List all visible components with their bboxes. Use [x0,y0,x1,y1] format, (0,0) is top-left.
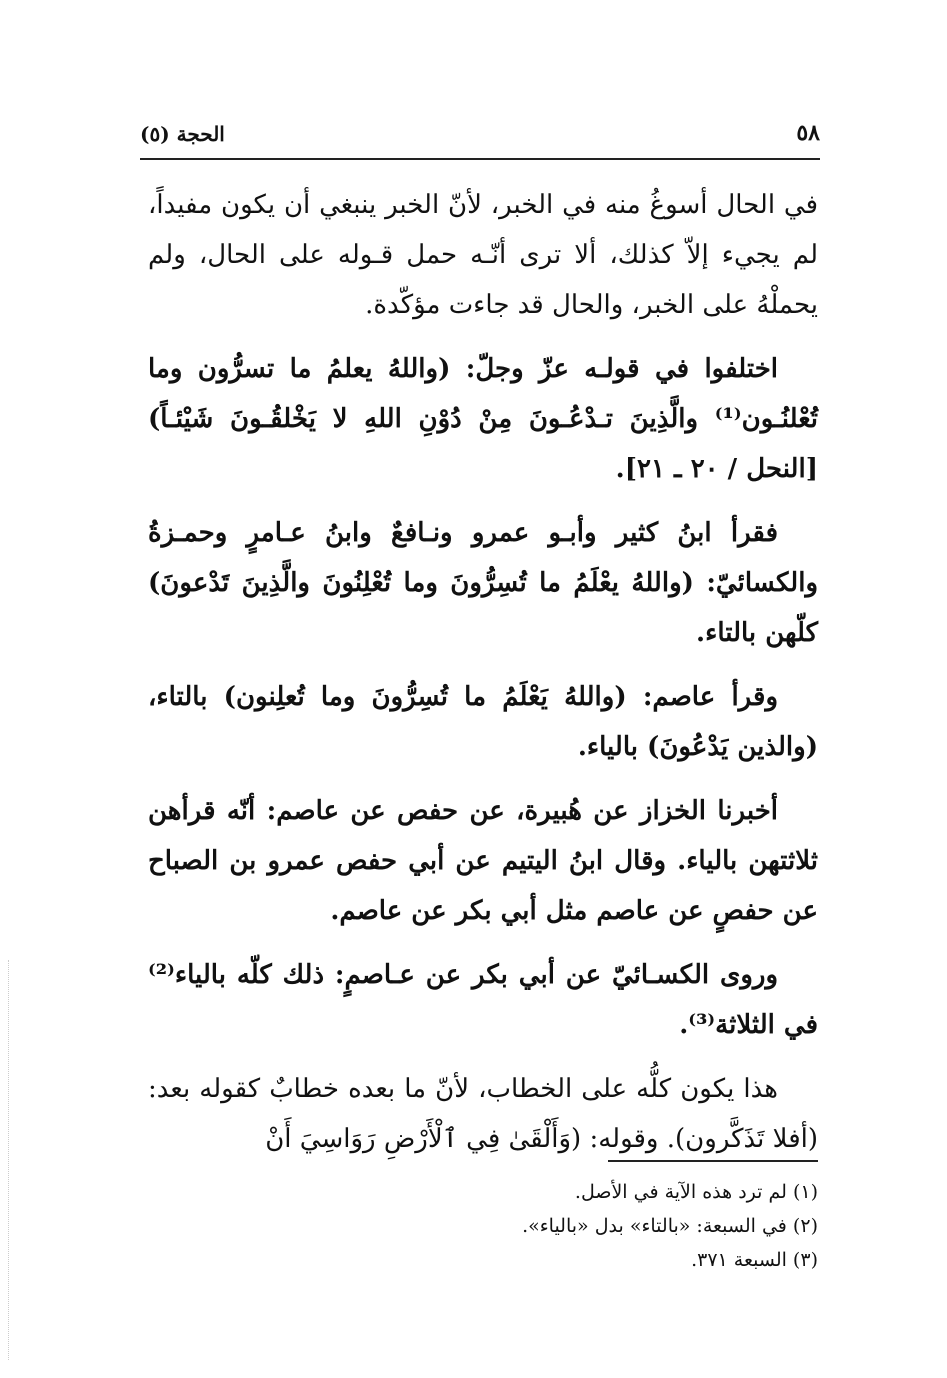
footnote: (٣) السبعة ٣٧١. [691,1249,818,1271]
paragraph: هذا يكون كلُّه على الخطاب، لأنّ ما بعده خطابٌ كقوله بعد: (أفلا تَذَكَّرون). وقوله: (وَأَلْقَىٰ فِي ٱلْأَرْضِ رَوَاسِيَ أَنْ [148,1074,818,1154]
running-title: الحجة (٥) [140,122,225,146]
page-header [140,120,820,160]
paragraph: في الحال أسوغُ منه في الخبر، لأنّ الخبر ينبغي أن يكون مفيداً، لم يجيء إلاّ كذلك، ألا ترى أنّـه حمل قـوله على الحال، ولم يحملْهُ على الخبر، والحال قد جاءت مؤكّدة. [148,190,818,320]
paragraph: وقرأ عاصم: (واللهُ يَعْلَمُ ما تُسِرُّونَ وما تُعلِنون) بالتاء، (والذين يَدْعُونَ) بالياء. [148,682,818,762]
footnotes [300,1175,818,1277]
paragraph: وروى الكسـائيّ عن أبي بكر عن عـاصمٍ: ذلك كلّه بالياء⁽²⁾ في الثلاثة⁽³⁾. [148,960,818,1040]
footnote: (١) لم ترد هذه الآية في الأصل. [574,1181,818,1203]
footnote-separator [608,1160,818,1162]
body-text [148,180,818,1178]
footnote: (٢) في السبعة: «بالتاء» بدل «بالياء». [522,1215,818,1237]
header-rule [140,158,820,160]
paragraph: اختلفوا في قولـه عزّ وجلّ: (واللهُ يعلمُ ما تسرُّون وما تُعْلنُـون⁽¹⁾ والَّذِينَ تـدْعُـونَ مِنْ دُوْنِ اللهِ لا يَخْلقُـونَ شَيْئـاً) [النحل / ٢٠ ـ ٢١]. [148,354,818,484]
page-number: ٥٨ [796,120,820,146]
paragraph: فقرأ ابنُ كثير وأبـو عمرو ونـافعٌ وابنُ عـامرٍ وحمـزةُ والكسائيّ: (واللهُ يعْلَمُ ما تُسِرُّونَ وما تُعْلِنُونَ والَّذِينَ تَدْعونَ) كلّهن بالتاء. [148,518,818,648]
page-edge-mark [8,960,10,1360]
paragraph: أخبرنا الخزاز عن هُبيرة، عن حفص عن عاصم: أنّه قرأهن ثلاثتهن بالياء. وقال ابنُ اليتيم عن أبي حفص عمرو بن الصباح عن حفصٍ عن عاصم مثل أبي بكر عن عاصم. [148,796,818,926]
